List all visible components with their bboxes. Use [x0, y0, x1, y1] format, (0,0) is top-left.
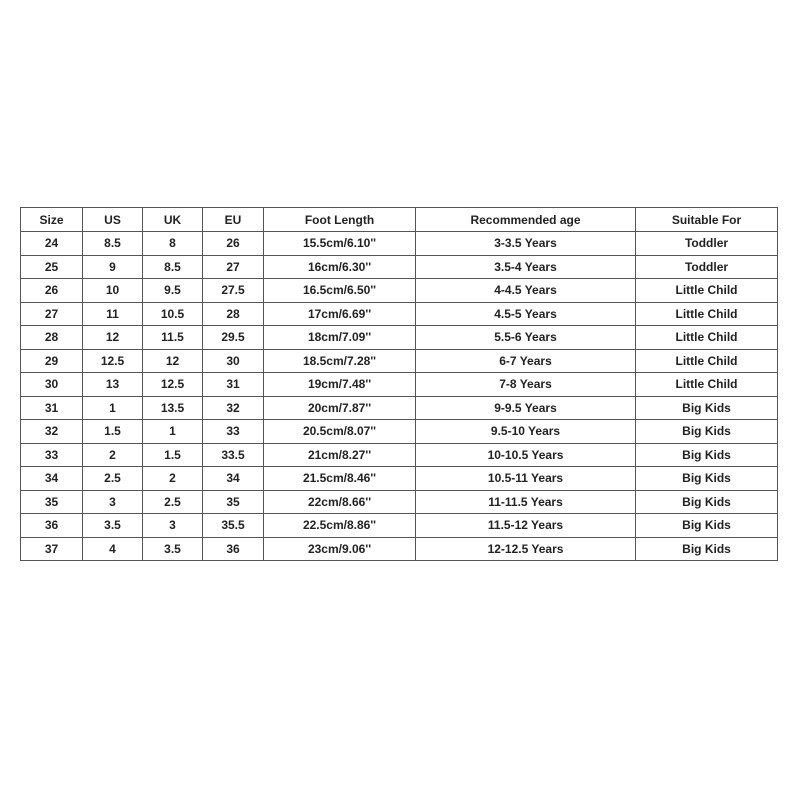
cell-suitable-for: Toddler: [636, 255, 778, 279]
cell-uk: 2: [143, 467, 203, 491]
cell-foot-length: 17cm/6.69'': [264, 302, 416, 326]
table-row: [21, 420, 778, 444]
cell-size: 28: [21, 326, 83, 350]
cell-suitable-for: Little Child: [636, 349, 778, 373]
column-header-size: Size: [21, 208, 83, 232]
cell-us: 10: [83, 279, 143, 303]
cell-foot-length: 18.5cm/7.28'': [264, 349, 416, 373]
cell-us: 1.5: [83, 420, 143, 444]
cell-foot-length: 23cm/9.06'': [264, 537, 416, 561]
cell-uk: 11.5: [143, 326, 203, 350]
cell-suitable-for: Little Child: [636, 279, 778, 303]
cell-recommended-age: 3.5-4 Years: [416, 255, 636, 279]
cell-eu: 30: [203, 349, 264, 373]
cell-size: 36: [21, 514, 83, 538]
cell-uk: 9.5: [143, 279, 203, 303]
cell-recommended-age: 9.5-10 Years: [416, 420, 636, 444]
cell-size: 33: [21, 443, 83, 467]
cell-foot-length: 16cm/6.30'': [264, 255, 416, 279]
cell-suitable-for: Toddler: [636, 232, 778, 256]
cell-size: 37: [21, 537, 83, 561]
cell-us: 2.5: [83, 467, 143, 491]
table-row: [21, 490, 778, 514]
cell-us: 9: [83, 255, 143, 279]
column-header-uk: UK: [143, 208, 203, 232]
table-row: [21, 279, 778, 303]
cell-recommended-age: 11-11.5 Years: [416, 490, 636, 514]
column-header-recommended-age: Recommended age: [416, 208, 636, 232]
cell-recommended-age: 7-8 Years: [416, 373, 636, 397]
table-row: [21, 349, 778, 373]
table-row: [21, 373, 778, 397]
cell-size: 27: [21, 302, 83, 326]
cell-recommended-age: 12-12.5 Years: [416, 537, 636, 561]
cell-size: 34: [21, 467, 83, 491]
cell-recommended-age: 4.5-5 Years: [416, 302, 636, 326]
cell-us: 1: [83, 396, 143, 420]
cell-size: 30: [21, 373, 83, 397]
cell-recommended-age: 11.5-12 Years: [416, 514, 636, 538]
cell-us: 2: [83, 443, 143, 467]
cell-uk: 3: [143, 514, 203, 538]
table-row: [21, 396, 778, 420]
cell-eu: 33.5: [203, 443, 264, 467]
cell-eu: 26: [203, 232, 264, 256]
cell-eu: 29.5: [203, 326, 264, 350]
cell-us: 11: [83, 302, 143, 326]
cell-uk: 2.5: [143, 490, 203, 514]
cell-size: 24: [21, 232, 83, 256]
cell-foot-length: 15.5cm/6.10'': [264, 232, 416, 256]
cell-recommended-age: 3-3.5 Years: [416, 232, 636, 256]
cell-suitable-for: Big Kids: [636, 443, 778, 467]
cell-size: 31: [21, 396, 83, 420]
table-body: [21, 232, 778, 561]
cell-suitable-for: Little Child: [636, 373, 778, 397]
cell-suitable-for: Big Kids: [636, 514, 778, 538]
cell-foot-length: 22cm/8.66'': [264, 490, 416, 514]
table-row: [21, 255, 778, 279]
cell-suitable-for: Big Kids: [636, 490, 778, 514]
cell-uk: 12: [143, 349, 203, 373]
table-row: [21, 514, 778, 538]
header-row: [21, 208, 778, 232]
cell-us: 13: [83, 373, 143, 397]
cell-eu: 32: [203, 396, 264, 420]
cell-recommended-age: 9-9.5 Years: [416, 396, 636, 420]
cell-eu: 35: [203, 490, 264, 514]
cell-uk: 8.5: [143, 255, 203, 279]
table-row: [21, 326, 778, 350]
cell-us: 3.5: [83, 514, 143, 538]
cell-eu: 35.5: [203, 514, 264, 538]
cell-foot-length: 20.5cm/8.07'': [264, 420, 416, 444]
cell-suitable-for: Big Kids: [636, 420, 778, 444]
cell-suitable-for: Little Child: [636, 302, 778, 326]
cell-size: 25: [21, 255, 83, 279]
cell-suitable-for: Big Kids: [636, 537, 778, 561]
table-row: [21, 443, 778, 467]
cell-us: 8.5: [83, 232, 143, 256]
cell-suitable-for: Little Child: [636, 326, 778, 350]
cell-foot-length: 20cm/7.87'': [264, 396, 416, 420]
column-header-eu: EU: [203, 208, 264, 232]
cell-uk: 1.5: [143, 443, 203, 467]
cell-uk: 13.5: [143, 396, 203, 420]
cell-us: 3: [83, 490, 143, 514]
cell-us: 12.5: [83, 349, 143, 373]
table-row: [21, 232, 778, 256]
cell-foot-length: 22.5cm/8.86'': [264, 514, 416, 538]
cell-foot-length: 21.5cm/8.46'': [264, 467, 416, 491]
column-header-foot-length: Foot Length: [264, 208, 416, 232]
table-row: [21, 537, 778, 561]
cell-eu: 28: [203, 302, 264, 326]
table-row: [21, 302, 778, 326]
cell-recommended-age: 10.5-11 Years: [416, 467, 636, 491]
cell-eu: 27.5: [203, 279, 264, 303]
cell-foot-length: 21cm/8.27'': [264, 443, 416, 467]
cell-us: 4: [83, 537, 143, 561]
cell-eu: 27: [203, 255, 264, 279]
cell-us: 12: [83, 326, 143, 350]
column-header-suitable-for: Suitable For: [636, 208, 778, 232]
cell-foot-length: 19cm/7.48'': [264, 373, 416, 397]
cell-recommended-age: 10-10.5 Years: [416, 443, 636, 467]
cell-suitable-for: Big Kids: [636, 396, 778, 420]
cell-uk: 1: [143, 420, 203, 444]
cell-uk: 12.5: [143, 373, 203, 397]
cell-eu: 34: [203, 467, 264, 491]
cell-recommended-age: 4-4.5 Years: [416, 279, 636, 303]
cell-eu: 36: [203, 537, 264, 561]
cell-size: 35: [21, 490, 83, 514]
cell-foot-length: 18cm/7.09'': [264, 326, 416, 350]
cell-suitable-for: Big Kids: [636, 467, 778, 491]
table-header: [21, 208, 778, 232]
cell-eu: 33: [203, 420, 264, 444]
cell-uk: 3.5: [143, 537, 203, 561]
cell-uk: 10.5: [143, 302, 203, 326]
table-row: [21, 467, 778, 491]
cell-size: 29: [21, 349, 83, 373]
size-chart-table: [20, 207, 778, 561]
cell-eu: 31: [203, 373, 264, 397]
cell-foot-length: 16.5cm/6.50'': [264, 279, 416, 303]
cell-size: 26: [21, 279, 83, 303]
cell-recommended-age: 5.5-6 Years: [416, 326, 636, 350]
cell-recommended-age: 6-7 Years: [416, 349, 636, 373]
cell-size: 32: [21, 420, 83, 444]
cell-uk: 8: [143, 232, 203, 256]
column-header-us: US: [83, 208, 143, 232]
